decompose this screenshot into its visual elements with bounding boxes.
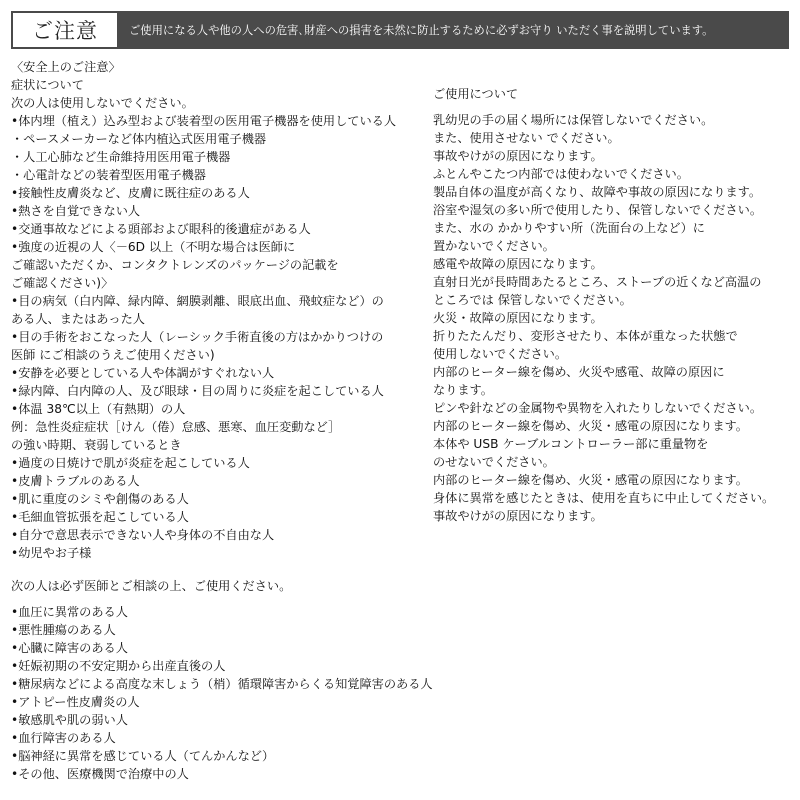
usage-line: 身体に異常を感じたときは、使用を直ちに中止してください。 <box>433 491 775 505</box>
usage-line: 内部のヒーター線を傷め、火災や感電、故障の原因に <box>433 365 725 379</box>
list-item: •アトピー性皮膚炎の人 <box>11 695 140 709</box>
prohibited-intro: 次の人は使用しないでください。 <box>11 96 194 110</box>
usage-line: また、水の かかりやすい所（洗面台の上など）に <box>433 221 705 235</box>
list-item: ・心電計などの装着型医用電子機器 <box>11 168 206 182</box>
list-item: •幼児やお子様 <box>11 546 92 560</box>
list-item: •肌に重度のシミや創傷のある人 <box>11 492 189 506</box>
header-title: ご注意 <box>12 12 118 48</box>
list-item: •熱さを自覚できない人 <box>11 204 141 218</box>
list-item: •毛細血管拡張を起こしている人 <box>11 510 189 524</box>
usage-line: のせないでください。 <box>433 455 555 469</box>
list-item: •敏感肌や肌の弱い人 <box>11 713 128 727</box>
list-item: •目の病気（白内障、緑内障、網膜剥離、眼底出血、飛蚊症など）の <box>11 294 384 308</box>
header-description: ご使用になる人や他の人への危害､財産への損害を未然に防止するために必ずお守り いただく事を説明しています。 <box>129 24 714 37</box>
list-item: •糖尿病などによる高度な末しょう（梢）循環障害からくる知覚障害のある人 <box>11 677 433 691</box>
usage-line: ところでは 保管しないでください。 <box>433 293 632 307</box>
usage-line: 製品自体の温度が高くなり、故障や事故の原因になります。 <box>433 185 762 199</box>
usage-line: 置かないでください。 <box>433 239 555 253</box>
list-item: •心臓に障害のある人 <box>11 641 128 655</box>
usage-line: 浴室や湿気の多い所で使用したり、保管しないでください。 <box>433 203 763 217</box>
list-item: ある人、またはあった人 <box>11 312 145 326</box>
list-item: •皮膚トラブルのある人 <box>11 474 140 488</box>
list-item: •体温 38℃以上（有熱期）の人 <box>11 402 186 416</box>
list-item: •脳神経に異常を感じている人（てんかんなど） <box>11 749 275 763</box>
usage-line: 事故やけがの原因になります。 <box>433 509 603 523</box>
symptoms-heading: 症状について <box>11 78 84 92</box>
left-column <box>11 58 441 783</box>
list-item: •その他、医療機関で治療中の人 <box>11 767 189 781</box>
usage-line: 乳幼児の手の届く場所には保管しないでください。 <box>433 113 714 127</box>
usage-line: ピンや針などの金属物や異物を入れたりしないでください。 <box>433 401 763 415</box>
usage-line: 火災・故障の原因になります。 <box>433 311 603 325</box>
list-item: •血行障害のある人 <box>11 731 116 745</box>
list-item: 医師 にご相談のうえご使用ください) <box>11 348 215 362</box>
usage-line: また、使用させない でください。 <box>433 131 620 145</box>
list-item: ご確認ください)〉 <box>11 276 114 290</box>
usage-line: 内部のヒーター線を傷め、火災・感電の原因になります。 <box>433 419 748 433</box>
list-item: •自分で意思表示できない人や身体の不自由な人 <box>11 528 275 542</box>
usage-line: 事故やけがの原因になります。 <box>433 149 603 163</box>
list-item: •緑内障、白内障の人、及び眼球・目の周りに炎症を起こしている人 <box>11 384 384 398</box>
spacer <box>11 562 441 577</box>
usage-line: 内部のヒーター線を傷め、火災・感電の原因になります。 <box>433 473 748 487</box>
header-bar <box>11 11 789 49</box>
usage-line: 本体や USB ケーブルコントローラー部に重量物を <box>433 437 709 451</box>
list-item: •血圧に異常のある人 <box>11 605 128 619</box>
list-item: •接触性皮膚炎など、皮膚に既往症のある人 <box>11 186 250 200</box>
list-item: •過度の日焼けで肌が炎症を起こしている人 <box>11 456 250 470</box>
usage-line: 直射日光が長時間あたるところ、ストーブの近くなど高温の <box>433 275 762 289</box>
usage-line: ふとんやこたつ内部では使わないでください。 <box>433 167 689 181</box>
list-item: •交通事故などによる頭部および眼科的後遺症がある人 <box>11 222 311 236</box>
right-column <box>433 85 793 525</box>
list-item: •安静を必要としている人や体調がすぐれない人 <box>11 366 275 380</box>
section-heading: 〈安全上のご注意〉 <box>11 60 121 74</box>
list-item: ご確認いただくか、コンタクトレンズのパッケージの記載を <box>11 258 339 272</box>
list-item: •妊娠初期の不安定期から出産直後の人 <box>11 659 226 673</box>
spacer <box>11 595 441 603</box>
list-item: ・人工心肺など生命維持用医用電子機器 <box>11 150 231 164</box>
list-item: •目の手術をおこなった人（レーシック手術直後の方はかかりつけの <box>11 330 384 344</box>
usage-heading: ご使用について <box>433 87 519 101</box>
list-item: の強い時期、衰弱しているとき <box>11 438 182 452</box>
list-item: •強度の近視の人〈－6D 以上（不明な場合は医師に <box>11 240 296 254</box>
spacer <box>433 103 793 111</box>
list-item: •悪性腫瘍のある人 <box>11 623 116 637</box>
consult-intro: 次の人は必ず医師とご相談の上、ご使用ください。 <box>11 579 292 593</box>
usage-line: 使用しないでください。 <box>433 347 568 361</box>
usage-line: 感電や故障の原因になります。 <box>433 257 603 271</box>
usage-line: なります。 <box>433 383 493 397</box>
list-item: •体内埋（植え）込み型および装着型の医用電子機器を使用している人 <box>11 114 397 128</box>
usage-line: 折りたたんだり、変形させたり、本体が重なった状態で <box>433 329 738 343</box>
list-item: ・ペースメーカーなど体内植込式医用電子機器 <box>11 132 267 146</box>
list-item: 例：急性炎症症状［けん（倦）怠感、悪寒、血圧変動など］ <box>11 420 341 434</box>
